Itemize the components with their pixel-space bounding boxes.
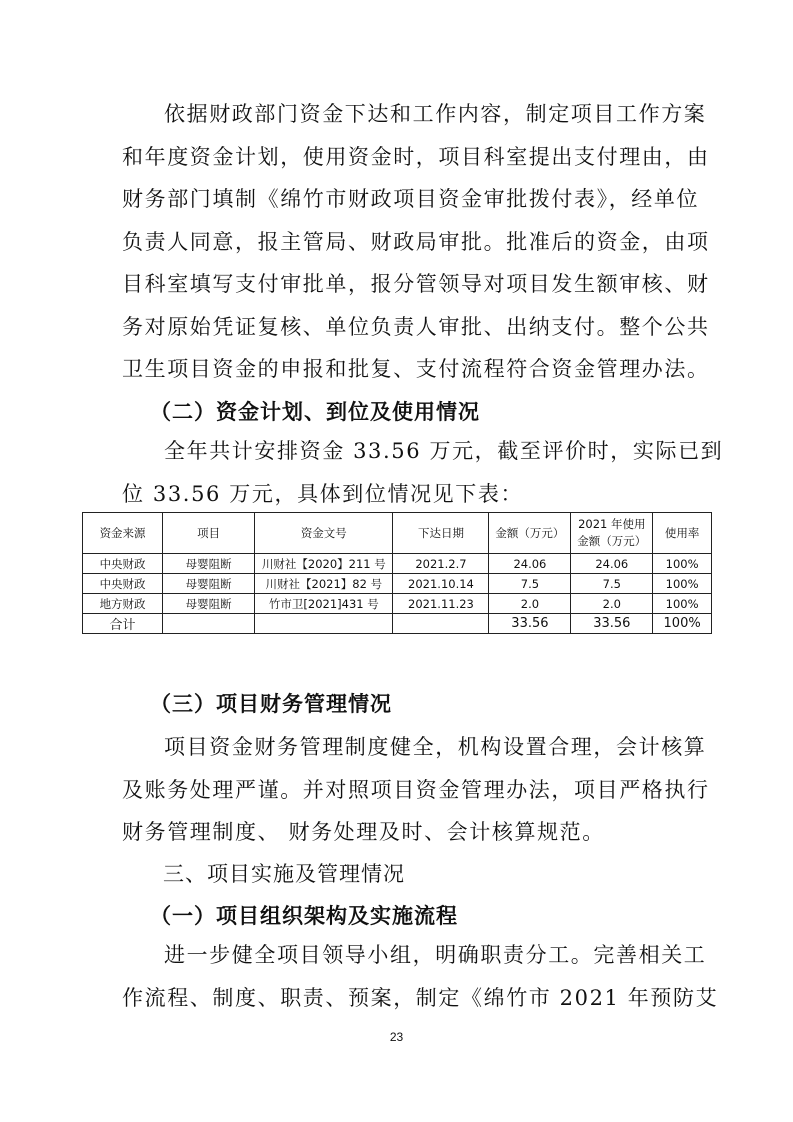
text-line: 进一步健全项目领导小组，明确职责分工。完善相关工 [164, 943, 707, 967]
fund-table [82, 512, 712, 634]
text-line: 财务部门填制《绵竹市财政项目资金审批拨付表》，经单位 [122, 187, 700, 211]
page-number: 23 [389, 1030, 404, 1044]
text-line: 卫生项目资金的申报和批复、支付流程符合资金管理办法。 [122, 357, 710, 381]
column-header: 项目 [163, 513, 255, 554]
table-cell: 100% [653, 574, 712, 594]
table-cell: 竹市卫[2021]431 号 [255, 594, 393, 614]
table-cell: 2.0 [571, 594, 653, 614]
table-cell: 33.56 [489, 614, 571, 634]
text-line: 位 33.56 万元，具体到位情况见下表： [122, 481, 524, 506]
table-cell: 33.56 [571, 614, 653, 634]
table-cell [393, 614, 489, 634]
table-cell: 合计 [83, 614, 163, 634]
table-cell: 2021.2.7 [393, 554, 489, 574]
table-cell: 7.5 [489, 574, 571, 594]
paragraph-financial-management [122, 726, 710, 854]
table-row [83, 554, 712, 574]
table-cell: 中央财政 [83, 574, 163, 594]
paragraph-fund-summary [122, 430, 724, 515]
table-cell: 川财社【2021】82 号 [255, 574, 393, 594]
table-cell: 100% [653, 554, 712, 574]
column-header: 下达日期 [393, 513, 489, 554]
paragraph-fund-process [122, 93, 710, 391]
table-cell: 母婴阻断 [163, 594, 255, 614]
text-line: 负责人同意，报主管局、财政局审批。批准后的资金，由项 [122, 229, 710, 254]
section-title-implementation: 三、项目实施及管理情况 [163, 862, 405, 886]
text-line: 项目资金财务管理制度健全，机构设置合理，会计核算 [164, 735, 707, 759]
text-line: 依据财政部门资金下达和工作内容，制定项目工作方案 [164, 102, 707, 126]
paragraph-organization [122, 934, 719, 1019]
table-cell: 2021.10.14 [393, 574, 489, 594]
table-cell: 母婴阻断 [163, 554, 255, 574]
table-total-row [83, 614, 712, 634]
column-header: 资金来源 [83, 513, 163, 554]
table-cell: 川财社【2020】211 号 [255, 554, 393, 574]
section-heading-fund-plan: （二）资金计划、到位及使用情况 [150, 400, 480, 424]
column-header: 使用率 [653, 513, 712, 554]
table-cell: 100% [653, 614, 712, 634]
table-cell: 中央财政 [83, 554, 163, 574]
table-cell: 2.0 [489, 594, 571, 614]
table-cell: 2021.11.23 [393, 594, 489, 614]
table-cell [255, 614, 393, 634]
column-header: 金额（万元） [489, 513, 571, 554]
table-header-row [83, 513, 712, 554]
table-cell [163, 614, 255, 634]
text-line: 目科室填写支付审批单，报分管领导对项目发生额审核、财 [122, 272, 710, 296]
column-header: 2021 年使用金额（万元） [571, 513, 653, 554]
text-line: 财务管理制度、 财务处理及时、会计核算规范。 [122, 820, 605, 844]
table-row [83, 594, 712, 614]
text-line: 务对原始凭证复核、单位负责人审批、出纳支付。整个公共 [122, 314, 710, 339]
section-heading-organization: （一）项目组织架构及实施流程 [150, 904, 458, 928]
table-cell: 24.06 [489, 554, 571, 574]
table-cell: 100% [653, 594, 712, 614]
text-line: 全年共计安排资金 33.56 万元，截至评价时，实际已到 [164, 439, 724, 463]
table-cell: 7.5 [571, 574, 653, 594]
table-cell: 母婴阻断 [163, 574, 255, 594]
section-heading-financial-management: （三）项目财务管理情况 [150, 692, 392, 716]
text-line: 作流程、制度、职责、预案，制定《绵竹市 2021 年预防艾 [122, 985, 719, 1010]
column-header: 资金文号 [255, 513, 393, 554]
table-row [83, 574, 712, 594]
table-cell: 地方财政 [83, 594, 163, 614]
text-line: 及账务处理严谨。并对照项目资金管理办法，项目严格执行 [122, 777, 710, 802]
table-cell: 24.06 [571, 554, 653, 574]
text-line: 和年度资金计划，使用资金时，项目科室提出支付理由，由 [122, 144, 710, 169]
